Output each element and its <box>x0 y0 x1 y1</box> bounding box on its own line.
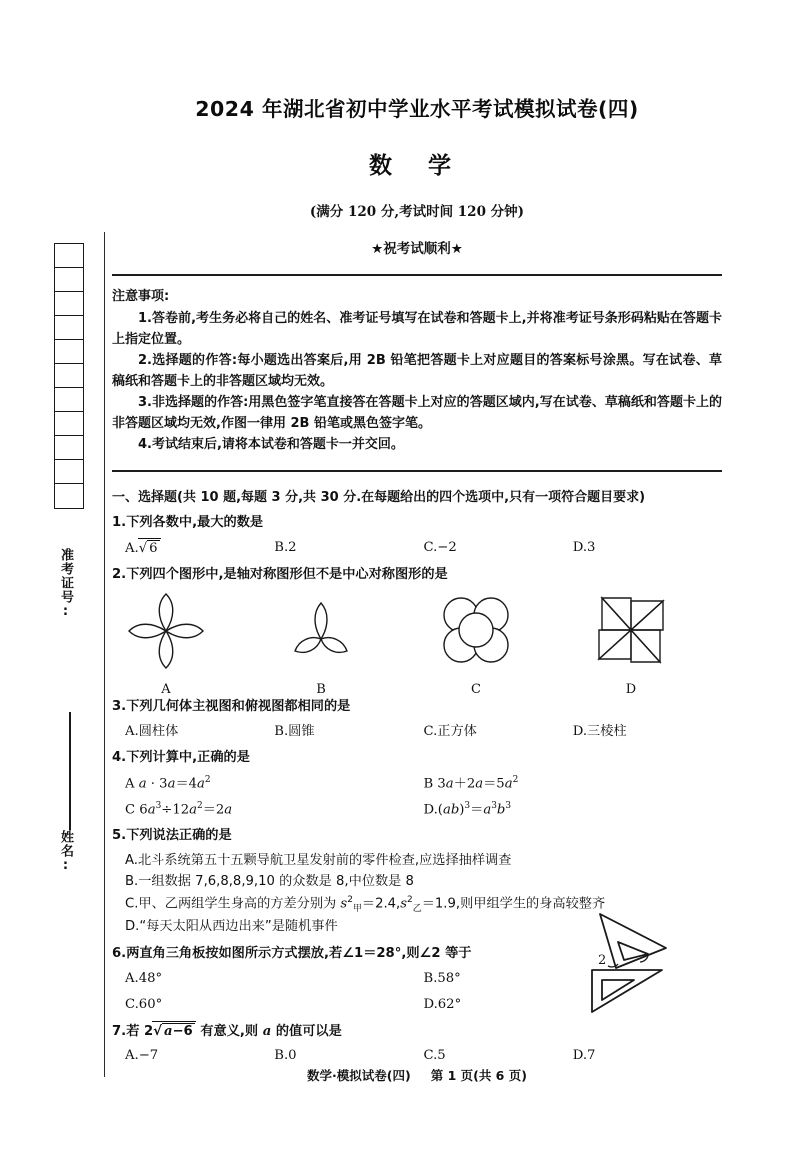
section-heading-choice: 一、选择题(共 10 题,每题 3 分,共 30 分.在每题给出的四个选项中,只有一项符合题目要求) <box>112 489 646 505</box>
margin-divider-line <box>104 232 105 1077</box>
question-1-options <box>112 538 722 559</box>
question-6-text: 两直角三角板按如图所示方式摆放,若∠1＝28°,则∠2 等于 <box>126 945 472 961</box>
figure-label-c: C <box>471 681 481 697</box>
option-a[interactable]: A.48° <box>125 971 163 987</box>
notice-title: 注意事项: <box>112 288 170 304</box>
option-d[interactable]: D.“每天太阳从西边出来”是随机事件 <box>125 919 338 935</box>
name-label: 姓名: <box>58 830 73 874</box>
question-6-number: 6. <box>112 945 127 961</box>
two-set-squares-icon <box>578 900 688 1020</box>
question-1-text: 下列各数中,最大的数是 <box>126 515 264 531</box>
question-4-number: 4. <box>112 750 127 766</box>
exam-number-box[interactable] <box>55 292 83 316</box>
pinwheel-icon <box>576 591 686 671</box>
notice-section <box>112 276 722 455</box>
option-b[interactable]: B.圆锥 <box>274 723 315 739</box>
option-a[interactable]: A.圆柱体 <box>125 723 179 739</box>
option-b[interactable]: B.2 <box>274 539 297 555</box>
question-2-figures <box>112 591 722 697</box>
question-1 <box>112 513 722 559</box>
option-d[interactable]: D.三棱柱 <box>572 723 627 739</box>
figure-option-b[interactable] <box>261 591 381 700</box>
exam-number-box[interactable] <box>55 460 83 484</box>
option-a[interactable]: A.√ 6 <box>125 538 274 559</box>
option-d[interactable]: D.7 <box>572 1048 596 1064</box>
footer-page-number: 第 1 页(共 6 页) <box>430 1068 527 1083</box>
exam-number-box[interactable] <box>55 412 83 436</box>
exam-number-box[interactable] <box>55 244 83 268</box>
question-4-options-row1 <box>112 774 722 795</box>
question-3-number: 3. <box>112 699 127 715</box>
exam-number-box[interactable] <box>55 388 83 412</box>
left-margin-column <box>0 0 112 1149</box>
option-b[interactable]: B.58° <box>423 971 461 987</box>
exam-number-box[interactable] <box>55 484 83 508</box>
option-d[interactable]: D.3 <box>572 539 596 555</box>
notice-item: 1.答卷前,考生务必将自己的姓名、准考证号填写在试卷和答题卡上,并将准考证号条形码粘贴在答题卡上指定位置。 <box>112 310 722 347</box>
question-3-options <box>112 722 722 742</box>
option-d[interactable]: $D.(ab)^3=a^3b^3$ <box>423 800 512 818</box>
subject-title: 数 学 <box>368 153 465 179</box>
option-a[interactable]: A $a \cdot 3a=4a^2$ <box>125 774 211 792</box>
exam-number-box[interactable] <box>55 316 83 340</box>
page-footer <box>112 1066 722 1084</box>
option-c[interactable]: C.−2 <box>423 539 457 555</box>
option-b[interactable]: B $3a+2a=5a^2$ <box>423 774 519 792</box>
figure-option-d[interactable] <box>571 591 691 700</box>
question-1-number: 1. <box>112 515 127 531</box>
figure-option-a[interactable] <box>106 591 226 700</box>
page-title: 2024 年湖北省初中学业水平考试模拟试卷(四) <box>195 97 639 121</box>
question-5-number: 5. <box>112 828 127 844</box>
option-c[interactable]: C.甲、乙两组学生身高的方差分别为 $s^2_甲=2.4,s^2_乙=1.9$,则甲组学生的身高较整齐 <box>125 894 606 914</box>
question-6-figure <box>578 900 688 1024</box>
question-7-number: 7. <box>112 1023 127 1039</box>
question-7-text: 若 2√ a−6 有意义,则 a 的值可以是 <box>126 1024 342 1039</box>
option-c[interactable]: C.5 <box>423 1048 446 1064</box>
option-a[interactable]: A.北斗系统第五十五颗导航卫星发射前的零件检查,应选择抽样调查 <box>125 852 512 868</box>
figure-option-c[interactable] <box>416 591 536 700</box>
figure-label-b: B <box>316 681 326 697</box>
figure-label-d: D <box>625 681 637 697</box>
option-d[interactable]: D.62° <box>423 996 462 1012</box>
option-a[interactable]: A.−7 <box>125 1048 159 1064</box>
exam-number-label: 准考证号: <box>58 548 73 620</box>
divider-bottom <box>112 470 722 472</box>
radical-sign: √ 6 <box>138 538 161 559</box>
question-4-stem <box>112 748 722 768</box>
question-3-text: 下列几何体主视图和俯视图都相同的是 <box>126 699 351 715</box>
notice-item: 3.非选择题的作答:用黑色签字笔直接答在答题卡上对应的答题区域内,写在试卷、草稿纸和答题卡上的非答题区域均无效,作图一律用 2B 铅笔或黑色签字笔。 <box>112 394 722 431</box>
question-2-number: 2. <box>112 566 127 582</box>
question-1-stem <box>112 513 722 533</box>
question-7-stem <box>112 1021 722 1042</box>
footer-subject: 数学·模拟试卷(四) <box>307 1068 411 1083</box>
exam-number-box[interactable] <box>55 268 83 292</box>
question-3 <box>112 697 722 742</box>
question-4-text: 下列计算中,正确的是 <box>126 750 250 766</box>
question-5-text: 下列说法正确的是 <box>126 828 232 844</box>
exam-number-box[interactable] <box>55 364 83 388</box>
score-time-line: (满分 120 分,考试时间 120 分钟) <box>309 204 525 220</box>
exam-number-box[interactable] <box>55 340 83 364</box>
question-2-text: 下列四个图形中,是轴对称图形但不是中心对称图形的是 <box>126 566 448 582</box>
question-4-options-row2 <box>112 800 722 821</box>
question-2-stem <box>112 565 722 585</box>
option-c[interactable]: C $6a^3\div 12a^2=2a$ <box>125 800 233 818</box>
four-petal-flower-icon <box>111 591 221 671</box>
good-luck-line: ★祝考试顺利★ <box>371 241 463 257</box>
three-petal-flower-icon <box>266 591 376 671</box>
option-c[interactable]: C.60° <box>125 996 163 1012</box>
figure-label-a: A <box>161 681 171 697</box>
notice-item: 2.选择题的作答:每小题选出答案后,用 2B 铅笔把答题卡上对应题目的答案标号涂黑。写在试卷、草稿纸和答题卡上的非答题区域均无效。 <box>112 352 722 389</box>
question-7 <box>112 1021 722 1067</box>
option-b[interactable]: B.0 <box>274 1048 297 1064</box>
option-b[interactable]: B.一组数据 7,6,8,8,9,10 的众数是 8,中位数是 8 <box>125 874 414 890</box>
angle-2-label: 2 <box>598 953 607 968</box>
name-write-line <box>69 712 71 830</box>
five-circles-icon <box>421 591 531 671</box>
option-c[interactable]: C.正方体 <box>423 723 477 739</box>
question-3-stem <box>112 697 722 717</box>
question-7-options <box>112 1046 722 1066</box>
question-5-stem <box>112 826 722 846</box>
question-4 <box>112 748 722 820</box>
notice-item: 4.考试结束后,请将本试卷和答题卡一并交回。 <box>138 436 404 452</box>
exam-number-boxes[interactable] <box>54 243 84 509</box>
question-2 <box>112 565 722 697</box>
exam-number-box[interactable] <box>55 436 83 460</box>
